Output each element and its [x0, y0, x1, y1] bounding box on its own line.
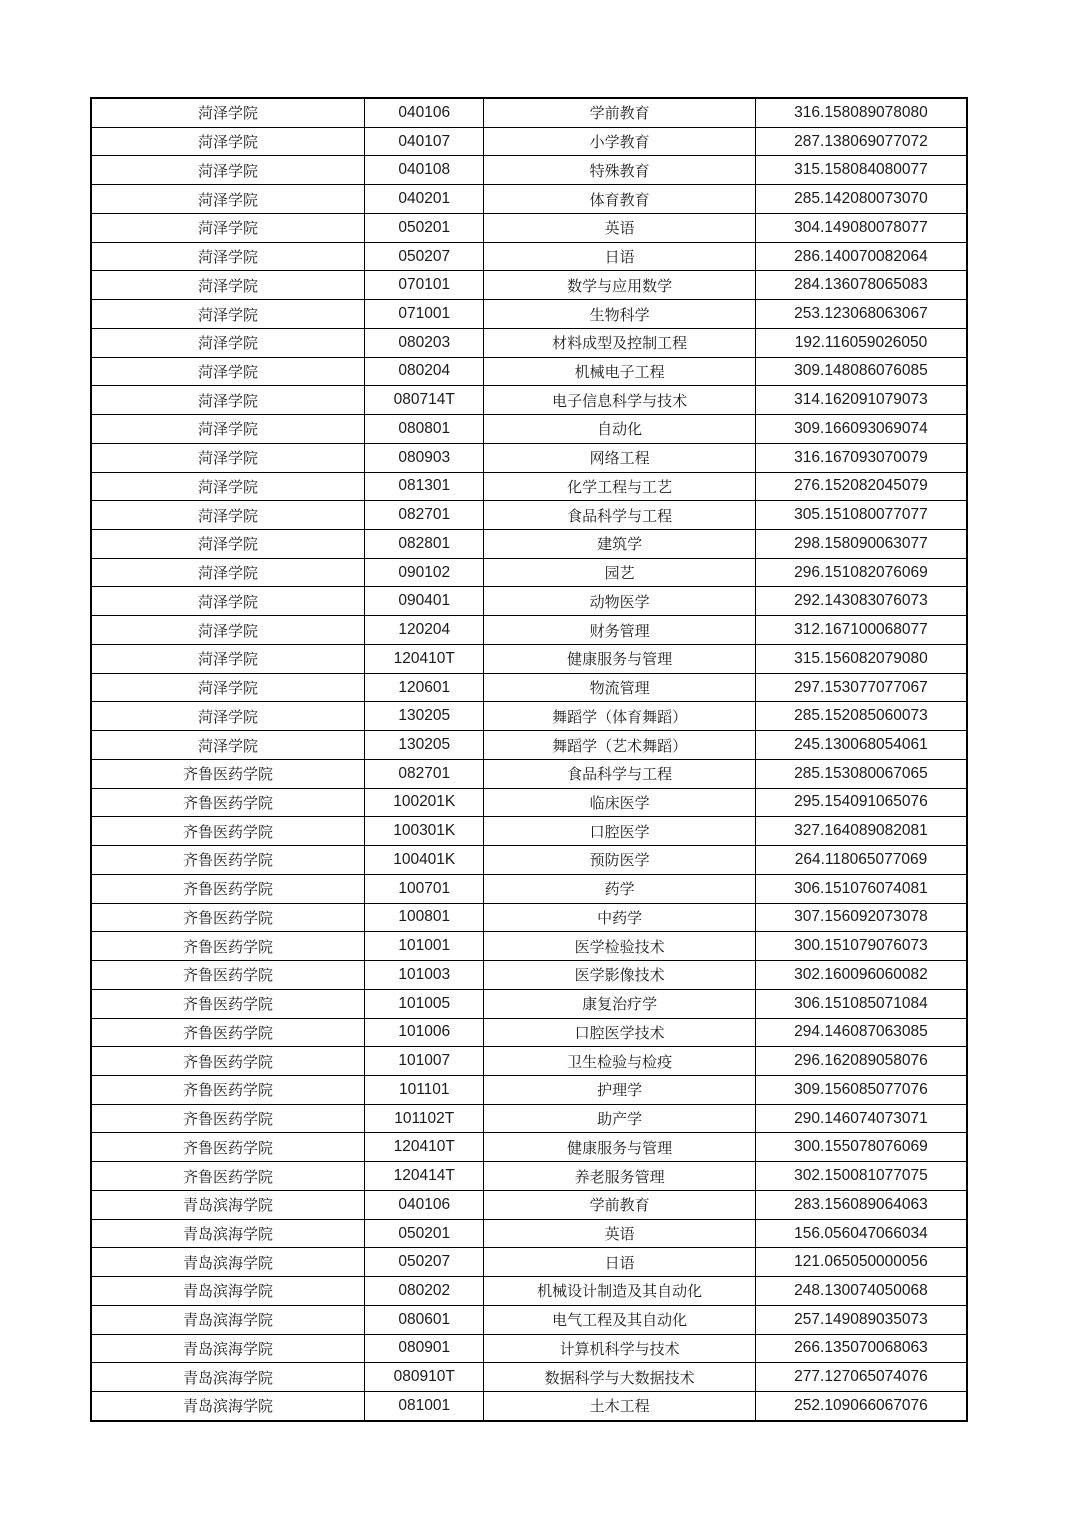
score-cell: 287.138069077072	[755, 127, 967, 156]
score-cell: 302.150081077075	[755, 1162, 967, 1191]
score-cell: 284.136078065083	[755, 271, 967, 300]
school-cell: 青岛滨海学院	[91, 1392, 365, 1421]
table-row	[91, 846, 967, 875]
school-cell: 齐鲁医药学院	[91, 846, 365, 875]
table-row	[91, 156, 967, 185]
table-body	[91, 98, 967, 1421]
school-cell: 齐鲁医药学院	[91, 903, 365, 932]
major-code-cell: 090401	[365, 587, 484, 616]
major-code-cell: 080601	[365, 1305, 484, 1334]
school-cell: 齐鲁医药学院	[91, 989, 365, 1018]
major-code-cell: 120414T	[365, 1162, 484, 1191]
school-cell: 菏泽学院	[91, 702, 365, 731]
score-cell: 305.151080077077	[755, 501, 967, 530]
major-code-cell: 081301	[365, 472, 484, 501]
major-code-cell: 071001	[365, 300, 484, 329]
major-name-cell: 卫生检验与检疫	[484, 1047, 756, 1076]
school-cell: 青岛滨海学院	[91, 1363, 365, 1392]
table-row	[91, 1104, 967, 1133]
table-row	[91, 1047, 967, 1076]
table-row	[91, 271, 967, 300]
major-code-cell: 101007	[365, 1047, 484, 1076]
major-code-cell: 101003	[365, 961, 484, 990]
score-cell: 304.149080078077	[755, 213, 967, 242]
score-cell: 327.164089082081	[755, 817, 967, 846]
major-name-cell: 医学影像技术	[484, 961, 756, 990]
school-cell: 菏泽学院	[91, 357, 365, 386]
major-code-cell: 120204	[365, 616, 484, 645]
table-row	[91, 1363, 967, 1392]
table-row	[91, 1305, 967, 1334]
major-name-cell: 小学教育	[484, 127, 756, 156]
school-cell: 青岛滨海学院	[91, 1277, 365, 1306]
major-name-cell: 预防医学	[484, 846, 756, 875]
score-cell: 277.127065074076	[755, 1363, 967, 1392]
school-cell: 齐鲁医药学院	[91, 1162, 365, 1191]
table-row	[91, 587, 967, 616]
table-row	[91, 415, 967, 444]
school-cell: 菏泽学院	[91, 558, 365, 587]
major-name-cell: 养老服务管理	[484, 1162, 756, 1191]
score-cell: 252.109066067076	[755, 1392, 967, 1421]
major-code-cell: 040201	[365, 185, 484, 214]
major-code-cell: 080204	[365, 357, 484, 386]
score-cell: 292.143083076073	[755, 587, 967, 616]
school-cell: 菏泽学院	[91, 156, 365, 185]
score-cell: 316.158089078080	[755, 98, 967, 127]
major-code-cell: 081001	[365, 1392, 484, 1421]
table-row	[91, 1133, 967, 1162]
major-code-cell: 130205	[365, 702, 484, 731]
major-code-cell: 080801	[365, 415, 484, 444]
major-code-cell: 101101	[365, 1075, 484, 1104]
score-cell: 306.151076074081	[755, 874, 967, 903]
school-cell: 齐鲁医药学院	[91, 1018, 365, 1047]
major-name-cell: 学前教育	[484, 98, 756, 127]
school-cell: 齐鲁医药学院	[91, 1104, 365, 1133]
score-cell: 300.151079076073	[755, 932, 967, 961]
table-row	[91, 673, 967, 702]
major-code-cell: 120601	[365, 673, 484, 702]
major-name-cell: 口腔医学	[484, 817, 756, 846]
major-code-cell: 120410T	[365, 644, 484, 673]
school-cell: 菏泽学院	[91, 185, 365, 214]
score-cell: 297.153077077067	[755, 673, 967, 702]
major-name-cell: 机械设计制造及其自动化	[484, 1277, 756, 1306]
table-row	[91, 961, 967, 990]
major-name-cell: 物流管理	[484, 673, 756, 702]
score-cell: 257.149089035073	[755, 1305, 967, 1334]
school-cell: 菏泽学院	[91, 501, 365, 530]
table-row	[91, 300, 967, 329]
major-name-cell: 舞蹈学（艺术舞蹈）	[484, 731, 756, 760]
major-code-cell: 040107	[365, 127, 484, 156]
table-row	[91, 874, 967, 903]
major-code-cell: 040106	[365, 1190, 484, 1219]
table-row	[91, 328, 967, 357]
school-cell: 齐鲁医药学院	[91, 1075, 365, 1104]
school-cell: 齐鲁医药学院	[91, 788, 365, 817]
school-cell: 齐鲁医药学院	[91, 1133, 365, 1162]
school-cell: 菏泽学院	[91, 587, 365, 616]
major-name-cell: 日语	[484, 1248, 756, 1277]
score-cell: 316.167093070079	[755, 443, 967, 472]
table-row	[91, 357, 967, 386]
major-name-cell: 建筑学	[484, 530, 756, 559]
school-cell: 青岛滨海学院	[91, 1190, 365, 1219]
school-cell: 菏泽学院	[91, 673, 365, 702]
table-row	[91, 213, 967, 242]
major-name-cell: 临床医学	[484, 788, 756, 817]
table-row	[91, 817, 967, 846]
school-cell: 菏泽学院	[91, 213, 365, 242]
major-name-cell: 医学检验技术	[484, 932, 756, 961]
major-name-cell: 食品科学与工程	[484, 501, 756, 530]
major-code-cell: 101005	[365, 989, 484, 1018]
school-cell: 齐鲁医药学院	[91, 817, 365, 846]
table-row	[91, 989, 967, 1018]
score-cell: 300.155078076069	[755, 1133, 967, 1162]
score-cell: 302.160096060082	[755, 961, 967, 990]
table-row	[91, 788, 967, 817]
major-name-cell: 特殊教育	[484, 156, 756, 185]
school-cell: 齐鲁医药学院	[91, 874, 365, 903]
table-row	[91, 903, 967, 932]
major-code-cell: 080910T	[365, 1363, 484, 1392]
school-cell: 青岛滨海学院	[91, 1248, 365, 1277]
major-name-cell: 舞蹈学（体育舞蹈）	[484, 702, 756, 731]
school-cell: 菏泽学院	[91, 386, 365, 415]
table-row	[91, 443, 967, 472]
school-cell: 齐鲁医药学院	[91, 961, 365, 990]
score-cell: 296.162089058076	[755, 1047, 967, 1076]
school-cell: 青岛滨海学院	[91, 1219, 365, 1248]
score-cell: 295.154091065076	[755, 788, 967, 817]
score-cell: 286.140070082064	[755, 242, 967, 271]
major-name-cell: 化学工程与工艺	[484, 472, 756, 501]
major-name-cell: 材料成型及控制工程	[484, 328, 756, 357]
major-name-cell: 数学与应用数学	[484, 271, 756, 300]
table-row	[91, 616, 967, 645]
table-row	[91, 1075, 967, 1104]
score-cell: 309.156085077076	[755, 1075, 967, 1104]
major-code-cell: 130205	[365, 731, 484, 760]
major-code-cell: 050207	[365, 242, 484, 271]
major-name-cell: 电子信息科学与技术	[484, 386, 756, 415]
major-code-cell: 050201	[365, 1219, 484, 1248]
major-code-cell: 082701	[365, 501, 484, 530]
school-cell: 齐鲁医药学院	[91, 759, 365, 788]
school-cell: 齐鲁医药学院	[91, 1047, 365, 1076]
table-row	[91, 702, 967, 731]
score-cell: 298.158090063077	[755, 530, 967, 559]
major-name-cell: 药学	[484, 874, 756, 903]
school-cell: 菏泽学院	[91, 731, 365, 760]
table-row	[91, 185, 967, 214]
score-cell: 315.156082079080	[755, 644, 967, 673]
major-code-cell: 080901	[365, 1334, 484, 1363]
table-row	[91, 472, 967, 501]
school-cell: 青岛滨海学院	[91, 1334, 365, 1363]
table-row	[91, 731, 967, 760]
table-row	[91, 1248, 967, 1277]
major-name-cell: 计算机科学与技术	[484, 1334, 756, 1363]
major-code-cell: 100401K	[365, 846, 484, 875]
major-code-cell: 070101	[365, 271, 484, 300]
table-row	[91, 127, 967, 156]
major-name-cell: 生物科学	[484, 300, 756, 329]
score-cell: 285.153080067065	[755, 759, 967, 788]
major-name-cell: 口腔医学技术	[484, 1018, 756, 1047]
major-name-cell: 数据科学与大数据技术	[484, 1363, 756, 1392]
score-cell: 266.135070068063	[755, 1334, 967, 1363]
score-cell: 285.142080073070	[755, 185, 967, 214]
score-cell: 121.065050000056	[755, 1248, 967, 1277]
table-row	[91, 242, 967, 271]
major-name-cell: 食品科学与工程	[484, 759, 756, 788]
major-name-cell: 助产学	[484, 1104, 756, 1133]
major-name-cell: 财务管理	[484, 616, 756, 645]
table-row	[91, 1162, 967, 1191]
major-code-cell: 040106	[365, 98, 484, 127]
major-name-cell: 健康服务与管理	[484, 1133, 756, 1162]
major-code-cell: 080714T	[365, 386, 484, 415]
table-row	[91, 1392, 967, 1421]
major-name-cell: 中药学	[484, 903, 756, 932]
score-cell: 307.156092073078	[755, 903, 967, 932]
score-cell: 156.056047066034	[755, 1219, 967, 1248]
major-name-cell: 健康服务与管理	[484, 644, 756, 673]
major-code-cell: 040108	[365, 156, 484, 185]
major-name-cell: 机械电子工程	[484, 357, 756, 386]
major-name-cell: 康复治疗学	[484, 989, 756, 1018]
major-code-cell: 100201K	[365, 788, 484, 817]
major-code-cell: 090102	[365, 558, 484, 587]
major-code-cell: 120410T	[365, 1133, 484, 1162]
table-row	[91, 501, 967, 530]
score-cell: 253.123068063067	[755, 300, 967, 329]
major-code-cell: 080202	[365, 1277, 484, 1306]
major-name-cell: 日语	[484, 242, 756, 271]
major-name-cell: 园艺	[484, 558, 756, 587]
table-row	[91, 644, 967, 673]
major-name-cell: 土木工程	[484, 1392, 756, 1421]
school-cell: 菏泽学院	[91, 127, 365, 156]
major-name-cell: 英语	[484, 1219, 756, 1248]
table-row	[91, 1277, 967, 1306]
school-cell: 菏泽学院	[91, 271, 365, 300]
major-name-cell: 护理学	[484, 1075, 756, 1104]
score-cell: 296.151082076069	[755, 558, 967, 587]
table-row	[91, 530, 967, 559]
major-name-cell: 网络工程	[484, 443, 756, 472]
school-cell: 菏泽学院	[91, 98, 365, 127]
score-cell: 306.151085071084	[755, 989, 967, 1018]
score-cell: 192.116059026050	[755, 328, 967, 357]
score-cell: 245.130068054061	[755, 731, 967, 760]
school-cell: 菏泽学院	[91, 300, 365, 329]
table-row	[91, 1018, 967, 1047]
table-row	[91, 98, 967, 127]
table-row	[91, 1334, 967, 1363]
score-cell: 283.156089064063	[755, 1190, 967, 1219]
table-row	[91, 386, 967, 415]
major-code-cell: 050207	[365, 1248, 484, 1277]
major-code-cell: 080203	[365, 328, 484, 357]
school-cell: 菏泽学院	[91, 415, 365, 444]
major-name-cell: 体育教育	[484, 185, 756, 214]
school-cell: 菏泽学院	[91, 530, 365, 559]
major-code-cell: 101006	[365, 1018, 484, 1047]
school-cell: 菏泽学院	[91, 328, 365, 357]
major-name-cell: 自动化	[484, 415, 756, 444]
school-cell: 齐鲁医药学院	[91, 932, 365, 961]
table-row	[91, 558, 967, 587]
table-row	[91, 759, 967, 788]
major-code-cell: 082801	[365, 530, 484, 559]
school-cell: 菏泽学院	[91, 443, 365, 472]
school-cell: 菏泽学院	[91, 472, 365, 501]
admission-score-table	[90, 97, 968, 1422]
score-cell: 312.167100068077	[755, 616, 967, 645]
school-cell: 菏泽学院	[91, 616, 365, 645]
score-cell: 309.166093069074	[755, 415, 967, 444]
major-name-cell: 英语	[484, 213, 756, 242]
score-cell: 294.146087063085	[755, 1018, 967, 1047]
major-code-cell: 082701	[365, 759, 484, 788]
score-cell: 309.148086076085	[755, 357, 967, 386]
score-cell: 276.152082045079	[755, 472, 967, 501]
table-row	[91, 932, 967, 961]
table-row	[91, 1190, 967, 1219]
score-cell: 285.152085060073	[755, 702, 967, 731]
score-cell: 248.130074050068	[755, 1277, 967, 1306]
major-code-cell: 101102T	[365, 1104, 484, 1133]
major-code-cell: 100301K	[365, 817, 484, 846]
table-row	[91, 1219, 967, 1248]
major-code-cell: 100801	[365, 903, 484, 932]
major-code-cell: 101001	[365, 932, 484, 961]
score-cell: 315.158084080077	[755, 156, 967, 185]
major-code-cell: 080903	[365, 443, 484, 472]
major-code-cell: 050201	[365, 213, 484, 242]
school-cell: 青岛滨海学院	[91, 1305, 365, 1334]
school-cell: 菏泽学院	[91, 644, 365, 673]
score-cell: 314.162091079073	[755, 386, 967, 415]
score-cell: 264.118065077069	[755, 846, 967, 875]
major-code-cell: 100701	[365, 874, 484, 903]
major-name-cell: 学前教育	[484, 1190, 756, 1219]
major-name-cell: 电气工程及其自动化	[484, 1305, 756, 1334]
major-name-cell: 动物医学	[484, 587, 756, 616]
score-cell: 290.146074073071	[755, 1104, 967, 1133]
school-cell: 菏泽学院	[91, 242, 365, 271]
